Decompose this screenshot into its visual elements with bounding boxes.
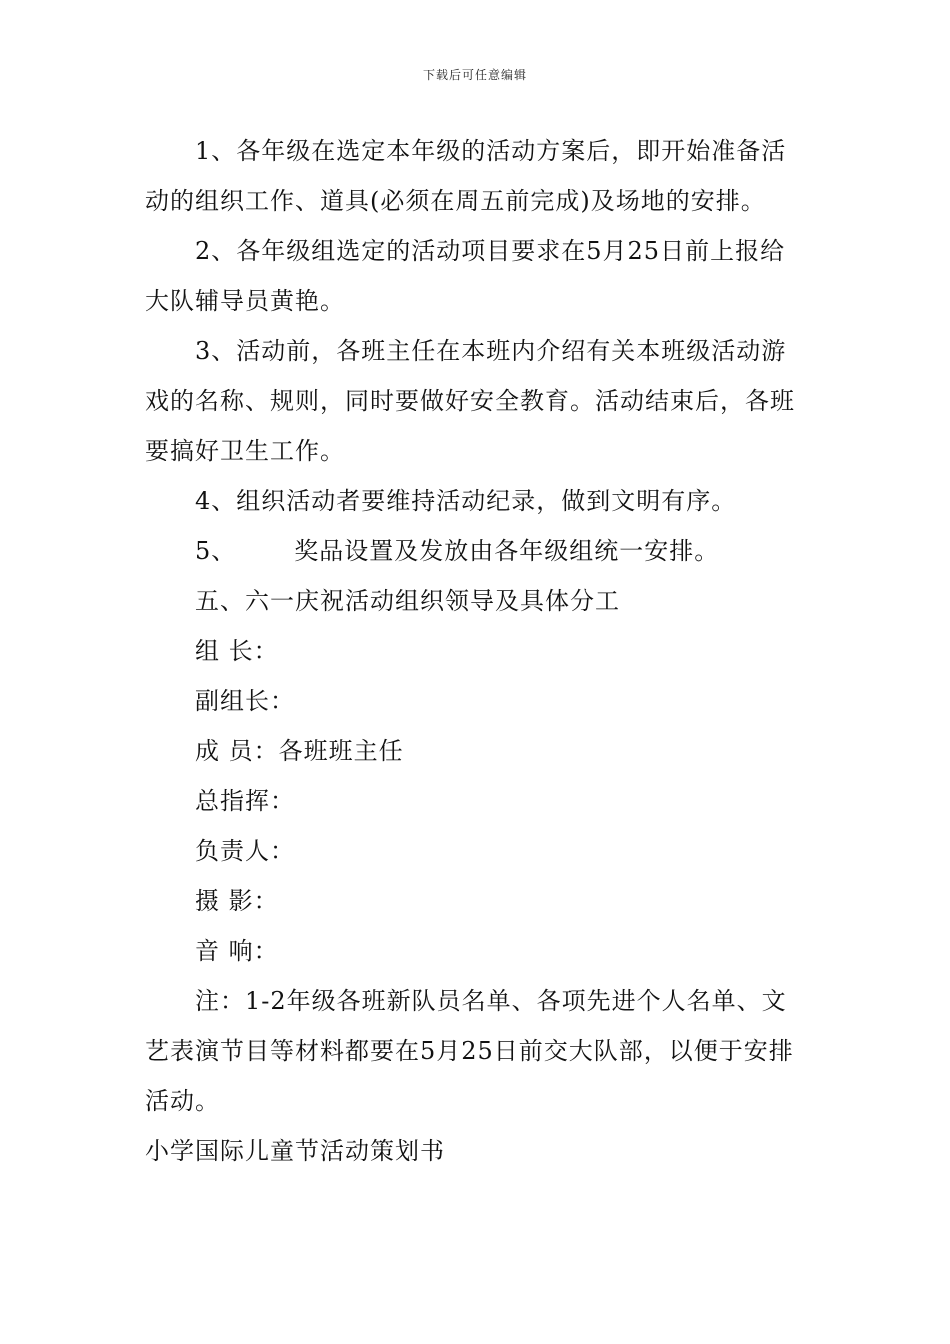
role-deputy-leader: 副组长： [195, 687, 295, 715]
role-person-in-charge: 负责人： [195, 837, 295, 865]
paragraph-item-5 [145, 526, 810, 576]
paragraph-item-2: 2、各年级组选定的活动项目要求在5月25日前上报给大队辅导员黄艳。 [145, 237, 786, 315]
paragraph-item-1: 1、各年级在选定本年级的活动方案后，即开始准备活动的组织工作、道具(必须在周五前完成)及场地的安排。 [145, 137, 787, 215]
item-5-number: 5、 [195, 537, 237, 565]
role-leader: 组 长： [195, 637, 279, 665]
next-document-title: 小学国际儿童节活动策划书 [145, 1137, 445, 1165]
section-5-heading: 五、六一庆祝活动组织领导及具体分工 [195, 587, 620, 615]
role-photography: 摄 影： [195, 887, 279, 915]
paragraph-item-3: 3、活动前，各班主任在本班内介绍有关本班级活动游戏的名称、规则，同时要做好安全教育。活动结束后，各班要搞好卫生工作。 [145, 337, 795, 465]
item-5-text: 奖品设置及发放由各年级组统一安排。 [294, 537, 720, 565]
role-members: 成 员：各班班主任 [195, 737, 404, 765]
document-body [145, 126, 810, 1176]
page-header-note: 下载后可任意编辑 [422, 68, 527, 82]
paragraph-item-4: 4、组织活动者要维持活动纪录，做到文明有序。 [195, 487, 737, 515]
role-chief-director: 总指挥： [195, 787, 295, 815]
paragraph-note: 注：1-2年级各班新队员名单、各项先进个人名单、文艺表演节目等材料都要在5月25日前交大队部，以便于安排活动。 [145, 987, 794, 1115]
role-sound: 音 响： [195, 937, 279, 965]
